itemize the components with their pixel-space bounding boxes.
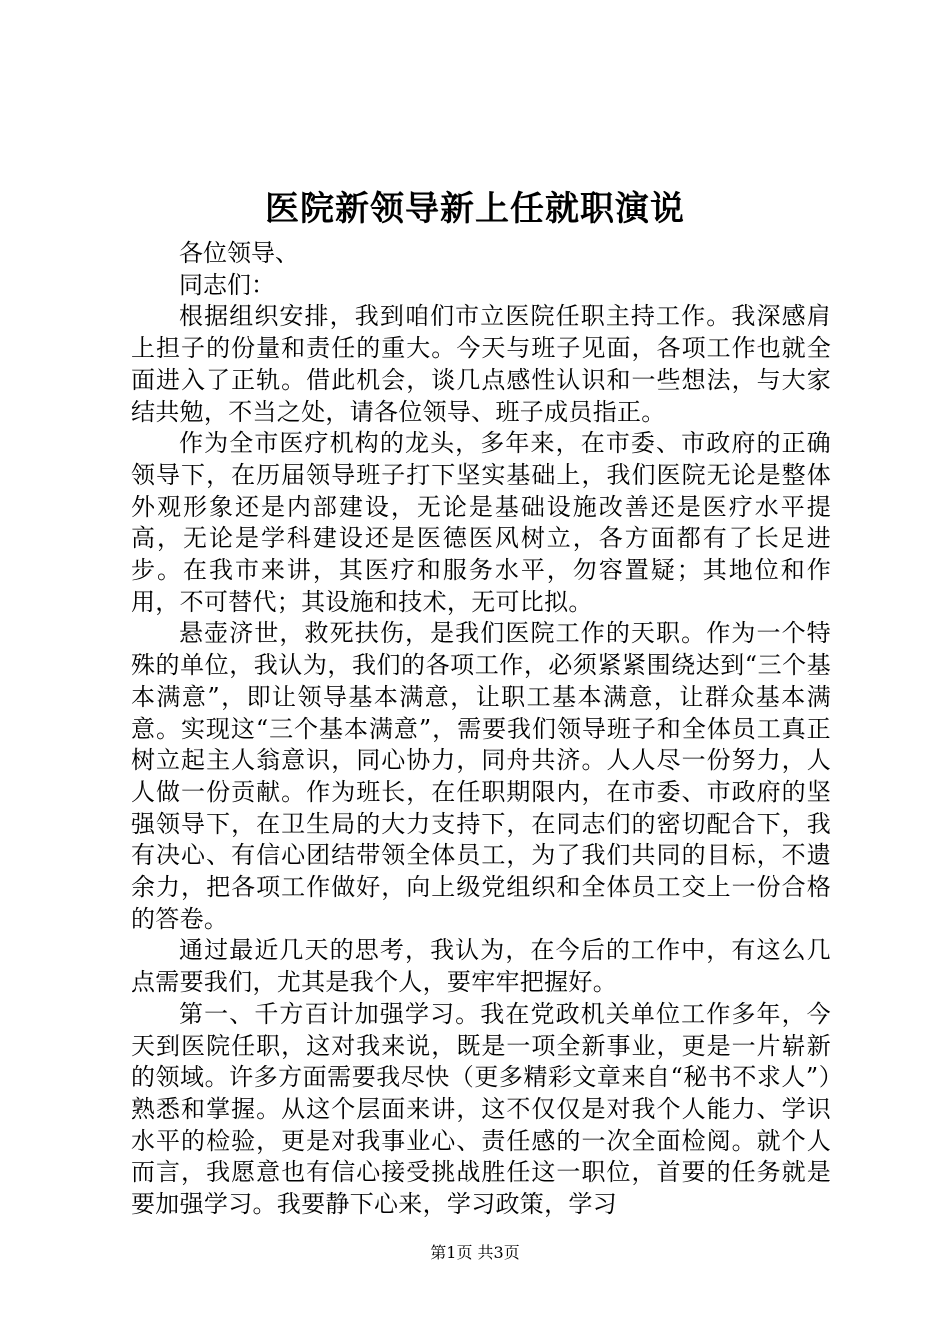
salutation-leaders: 各位领导、 xyxy=(179,239,299,267)
paragraph-hospital-achievements: 作为全市医疗机构的龙头，多年来，在市委、市政府的正确领导下，在历届领导班子打下坚实基础上，我们医院无论是整体外观形象还是内部建设，无论是基础设施改善还是医疗水平提高，无论是学科建设还是医德医风树立，各方面都有了长足进步。在我市来讲，其医疗和服务水平，勿容置疑；其地位和作用，不可替代；其设施和技术，无可比拟。 xyxy=(131,429,831,616)
salutation-comrades: 同志们： xyxy=(179,270,275,299)
paragraph-appointment: 根据组织安排，我到咱们市立医院任职主持工作。我深感肩上担子的份量和责任的重大。今天与班子见面，各项工作也就全面进入了正轨。借此机会，谈几点感性认识和一些想法，与大家结共勉，不当之处，请各位领导、班子成员指正。 xyxy=(131,302,831,426)
paragraph-reflection: 通过最近几天的思考，我认为，在今后的工作中，有这么几点需要我们，尤其是我个人，要牢牢把握好。 xyxy=(131,936,831,997)
paragraph-mission: 悬壶济世，救死扶伤，是我们医院工作的天职。作为一个特殊的单位，我认为，我们的各项工作，必须紧紧围绕达到“三个基本满意”，即让领导基本满意，让职工基本满意，让群众基本满意。实现这“三个基本满意”，需要我们领导班子和全体员工真正树立起主人翁意识，同心协力，同舟共济。人人尽一份努力，人人做一份贡献。作为班长，在任职期限内，在市委、市政府的坚强领导下，在卫生局的大力支持下，在同志们的密切配合下，我有决心、有信心团结带领全体员工，为了我们共同的目标，不遗余力，把各项工作做好，向上级党组织和全体员工交上一份合格的答卷。 xyxy=(131,619,831,933)
document-title: 医院新领导新上任就职演说 xyxy=(265,189,685,229)
page-footer: 第1页 共3页 xyxy=(430,1243,520,1262)
paragraph-point-one: 第一、千方百计加强学习。我在党政机关单位工作多年，今天到医院任职，这对我来说，既是一项全新事业，更是一片崭新的领域。许多方面需要我尽快（更多精彩文章来自“秘书不求人”）熟悉和掌握。从这个层面来讲，这不仅仅是对我个人能力、学识水平的检验，更是对我事业心、责任感的一次全面检阅。就个人而言，我愿意也有信心接受挑战胜任这一职位，首要的任务就是要加强学习。我要静下心来，学习政策，学习 xyxy=(131,999,831,1219)
document-body xyxy=(131,238,831,1221)
